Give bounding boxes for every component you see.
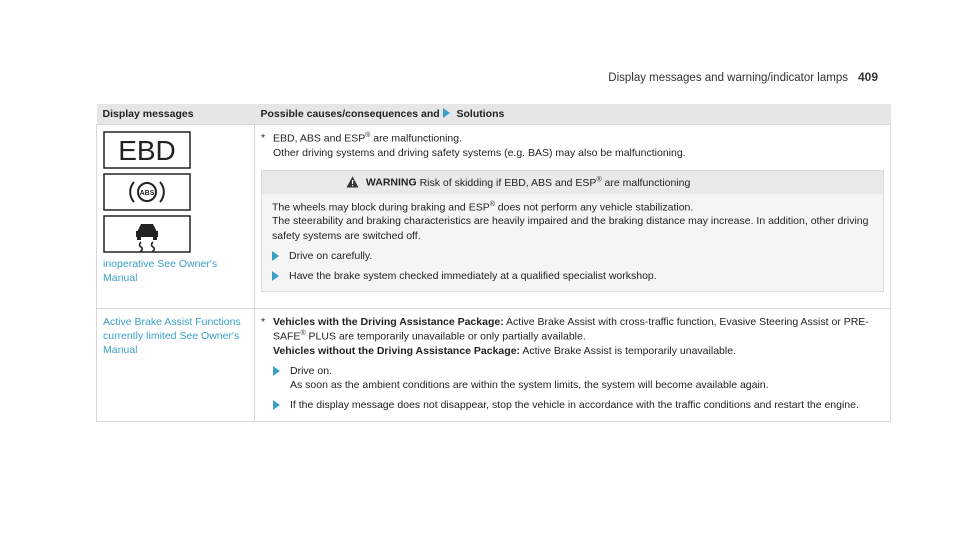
cause-without-package: Vehicles without the Driving Assistance Package: Active Brake Assist is temporarily unavailable.	[273, 344, 736, 357]
col-header-causes	[255, 104, 891, 125]
cause-line-1: EBD, ABS and ESP® are malfunctioning.	[273, 132, 463, 145]
cause-block	[261, 315, 884, 413]
ebd-icon	[103, 131, 191, 169]
step-text: Drive on.	[290, 365, 333, 378]
warning-label: WARNING	[365, 176, 417, 189]
running-title: Display messages and warning/indicator lamps	[608, 72, 848, 84]
running-head	[608, 70, 878, 84]
table-row	[97, 309, 891, 422]
list-item	[273, 364, 884, 392]
cause-line-2: Other driving systems and driving safety systems (e.g. BAS) may also be malfunctioning.	[273, 146, 686, 159]
ebd-icon-text: EBD	[118, 135, 176, 167]
footnote-star: *	[261, 132, 266, 145]
solutions-arrow-icon	[443, 108, 450, 118]
step-text: As soon as the ambient conditions are within the system limits, the system will become available again.	[290, 379, 769, 392]
warning-header	[262, 171, 883, 194]
display-messages-table	[96, 104, 891, 422]
cause-with-package: Vehicles with the Driving Assistance Package: Active Brake Assist with cross-traffic function, Evasive Steering Assist or PRE-SAFE® PLUS are temporarily unavailable or only partially available.	[273, 316, 869, 343]
warning-triangle-icon	[346, 176, 359, 188]
col-header-causes-text: Possible causes/consequences and	[260, 108, 440, 120]
message-active-brake-assist: Active Brake Assist Functions currently limited See Owner's Manual	[103, 316, 241, 357]
abs-icon-text: ABS	[139, 190, 155, 198]
cause-block	[261, 131, 884, 160]
solution-cell	[255, 125, 891, 309]
step-arrow-icon	[272, 271, 279, 281]
message-cell	[97, 309, 255, 422]
list-item	[272, 249, 873, 263]
page-number: 409	[857, 70, 878, 84]
col-header-display-messages: Display messages	[97, 104, 255, 125]
step-text: If the display message does not disappear, stop the vehicle in accordance with the traffic conditions and restart the engine.	[290, 399, 859, 412]
warning-body-2: The steerability and braking characteristics are heavily impaired and the braking distance may increase. In addition, other driving safety systems are switched off.	[272, 215, 869, 242]
esp-skid-icon	[103, 215, 191, 253]
footnote-star: *	[261, 316, 266, 329]
step-arrow-icon	[272, 251, 279, 261]
warning-box	[261, 170, 884, 292]
list-item	[272, 269, 873, 283]
abs-icon	[103, 173, 191, 211]
step-arrow-icon	[273, 366, 280, 376]
step-text: Drive on carefully.	[289, 249, 373, 262]
step-text: Have the brake system checked immediately at a qualified specialist workshop.	[289, 269, 657, 282]
step-arrow-icon	[273, 400, 280, 410]
warning-title: Risk of skidding if EBD, ABS and ESP® are malfunctioning	[419, 176, 691, 189]
col-header-solutions: Solutions	[456, 108, 505, 120]
message-inoperative: inoperative See Owner's Manual	[103, 258, 218, 285]
list-item	[273, 398, 884, 412]
message-cell	[97, 125, 255, 309]
table-row	[97, 125, 891, 309]
table-header-row	[97, 104, 891, 125]
solution-cell	[255, 309, 891, 422]
warning-body-1: The wheels may block during braking and ESP® does not perform any vehicle stabilization.	[272, 200, 694, 214]
